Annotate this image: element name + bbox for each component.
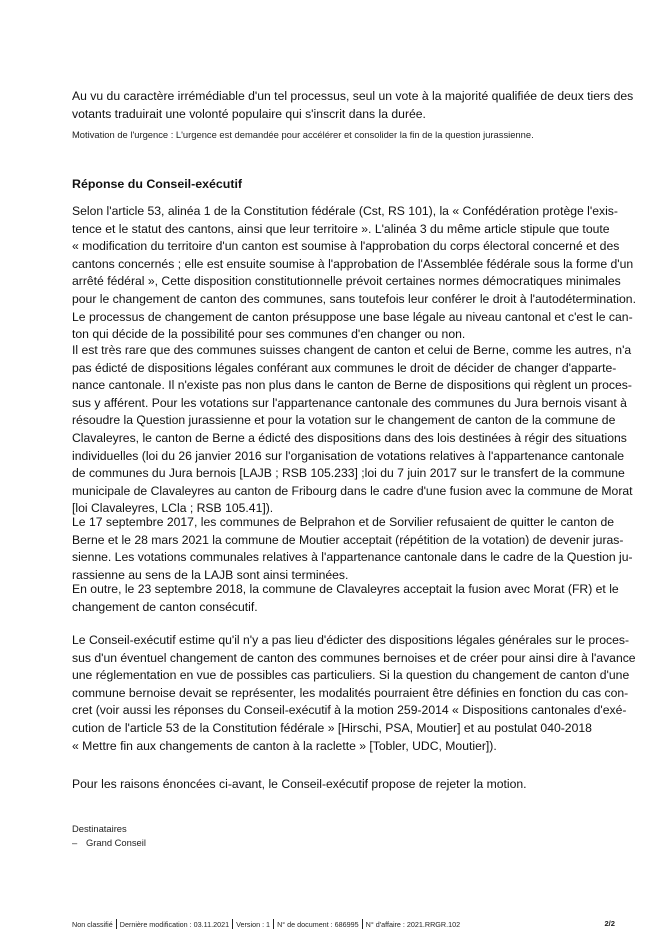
text-line: rassienne au sens de la LAJB sont ainsi terminées. [72,567,349,582]
text-line: de communes du Jura bernois [LAJB ; RSB 105.233] ;loi du 7 juin 2017 sur le transfert de la commune [72,466,625,481]
paragraph-constitution [72,203,636,344]
paragraph-clavaleyres [72,581,617,616]
paragraph-conseil-estime [72,632,636,755]
paragraph-berne-dispositions [72,342,633,518]
list-dash: – [72,837,78,848]
text-line: sus d'un éventuel changement de canton des communes bernoises et de créer pour ainsi dire à l'avance [72,650,636,665]
text-line: pour le changement de canton des communes, sans toutefois leur conférer le droit à l'autodétermination. [72,291,636,306]
recipient-item [72,837,146,848]
text-line: Au vu du caractère irrémédiable d'un tel processus, seul un vote à la majorité qualifiée de deux tiers des [72,89,634,103]
recipients-label: Destinataires [72,823,127,834]
section-heading: Réponse du Conseil-exécutif [72,177,243,191]
text-line: Berne et le 28 mars 2021 la commune de Moutier acceptait (répétition de la votation) de devenir juras- [72,532,624,547]
text-line: résoudre la Question jurassienne et pour la votation sur le changement de canton de la commune de [72,413,616,428]
text-line: tence et le statut des cantons, ainsi que leur territoire ». L'alinéa 3 du même article stipule que toute [72,221,610,236]
text-line: [loi Clavaleyres, LCla ; RSB 105.41]). [72,501,274,516]
text-line: sienne. Les votations communales relatives à l'appartenance cantonale dans le cadre de la Question ju- [72,550,633,565]
text-line: votants traduirait une volonté populaire qui s'inscrit dans la durée. [72,106,426,121]
intro-paragraph [72,88,634,123]
text-line: Clavaleyres, le canton de Berne a édicté des dispositions dans des lois destinées à régir des situations [72,430,627,445]
page-footer [72,919,460,929]
footer-last-modified: Dernière modification : 03.11.2021 [119,920,230,929]
text-line: commune bernoise devait se représenter, les modalités pourraient être définies en fonction du cas con- [72,685,629,700]
text-line: « modification du territoire d'un canton est soumise à l'approbation du corps électoral concerné et des [72,239,620,254]
text-line: Il est très rare que des communes suisses changent de canton et celui de Berne, comme les autres, n'a [72,343,632,357]
text-line: cantons concernés ; elle est ensuite soumise à l'approbation de l'Assemblée fédérale sous la forme d'un [72,256,634,271]
footer-separator [362,919,363,929]
text-line: Pour les raisons énoncées ci-avant, le Conseil-exécutif propose de rejeter la motion. [72,777,527,791]
footer-case-number: N° d'affaire : 2021.RRGR.102 [365,920,461,929]
text-line: sus y afférent. Pour les votations sur l'appartenance cantonale des communes du Jura bernois visant à [72,395,627,410]
text-line: nance cantonale. Il n'existe pas non plus dans le canton de Berne de dispositions qui règlent un proces- [72,378,632,393]
text-line: cution de l'article 53 de la Constitution fédérale » [Hirschi, PSA, Moutier] et au postulat 040-2018 [72,720,592,735]
text-line: En outre, le 23 septembre 2018, la commune de Clavaleyres acceptait la fusion avec Morat (FR) et le [72,582,619,596]
paragraph-conclusion [72,776,617,794]
footer-separator [116,919,117,929]
urgency-note: Motivation de l'urgence : L'urgence est demandée pour accélérer et consolider la fin de la question jurassienne. [72,129,534,140]
text-line: ton qui décide de la possibilité pour ses communes d'en changer ou non. [72,327,466,342]
text-line: Le Conseil-exécutif estime qu'il n'y a pas lieu d'édicter des dispositions légales générales sur le proces- [72,633,630,647]
text-line: Selon l'article 53, alinéa 1 de la Constitution fédérale (Cst, RS 101), la « Confédération protège l'exis- [72,204,618,218]
text-line: pas édicté de dispositions légales conférant aux communes le droit de décider de changer d'apparte- [72,360,617,375]
paragraph-votations [72,514,633,584]
text-line: « Mettre fin aux changements de canton à la raclette » [Tobler, UDC, Moutier]). [72,738,497,753]
footer-separator [232,919,233,929]
page-number: 2/2 [604,919,615,928]
text-line: municipale de Clavaleyres au canton de Fribourg dans le cadre d'une fusion avec la commune de Morat [72,483,633,498]
text-line: arrêté fédéral », Cette disposition constitutionnelle prévoit certaines normes démocratiques minimales [72,274,621,289]
footer-separator [273,919,274,929]
footer-document-number: N° de document : 686995 [277,920,359,929]
text-line: individuelles (loi du 26 janvier 2016 sur l'organisation de votations relatives à l'appartenance cantonale [72,448,625,463]
text-line: changement de canton consécutif. [72,599,258,614]
text-line: Le 17 septembre 2017, les communes de Belprahon et de Sorvilier refusaient de quitter le canton de [72,515,614,529]
text-line: cret (voir aussi les réponses du Conseil-exécutif à la motion 259-2014 « Dispositions cantonales d'exé- [72,703,627,718]
footer-classification: Non classifié [72,920,113,929]
footer-version: Version : 1 [236,920,271,929]
recipient-name: Grand Conseil [86,837,146,848]
text-line: Le processus de changement de canton présuppose une base légale au niveau cantonal et c'est le can- [72,309,633,324]
text-line: une réglementation en vue de possibles cas particuliers. Si la question du changement de canton d'une [72,668,630,683]
